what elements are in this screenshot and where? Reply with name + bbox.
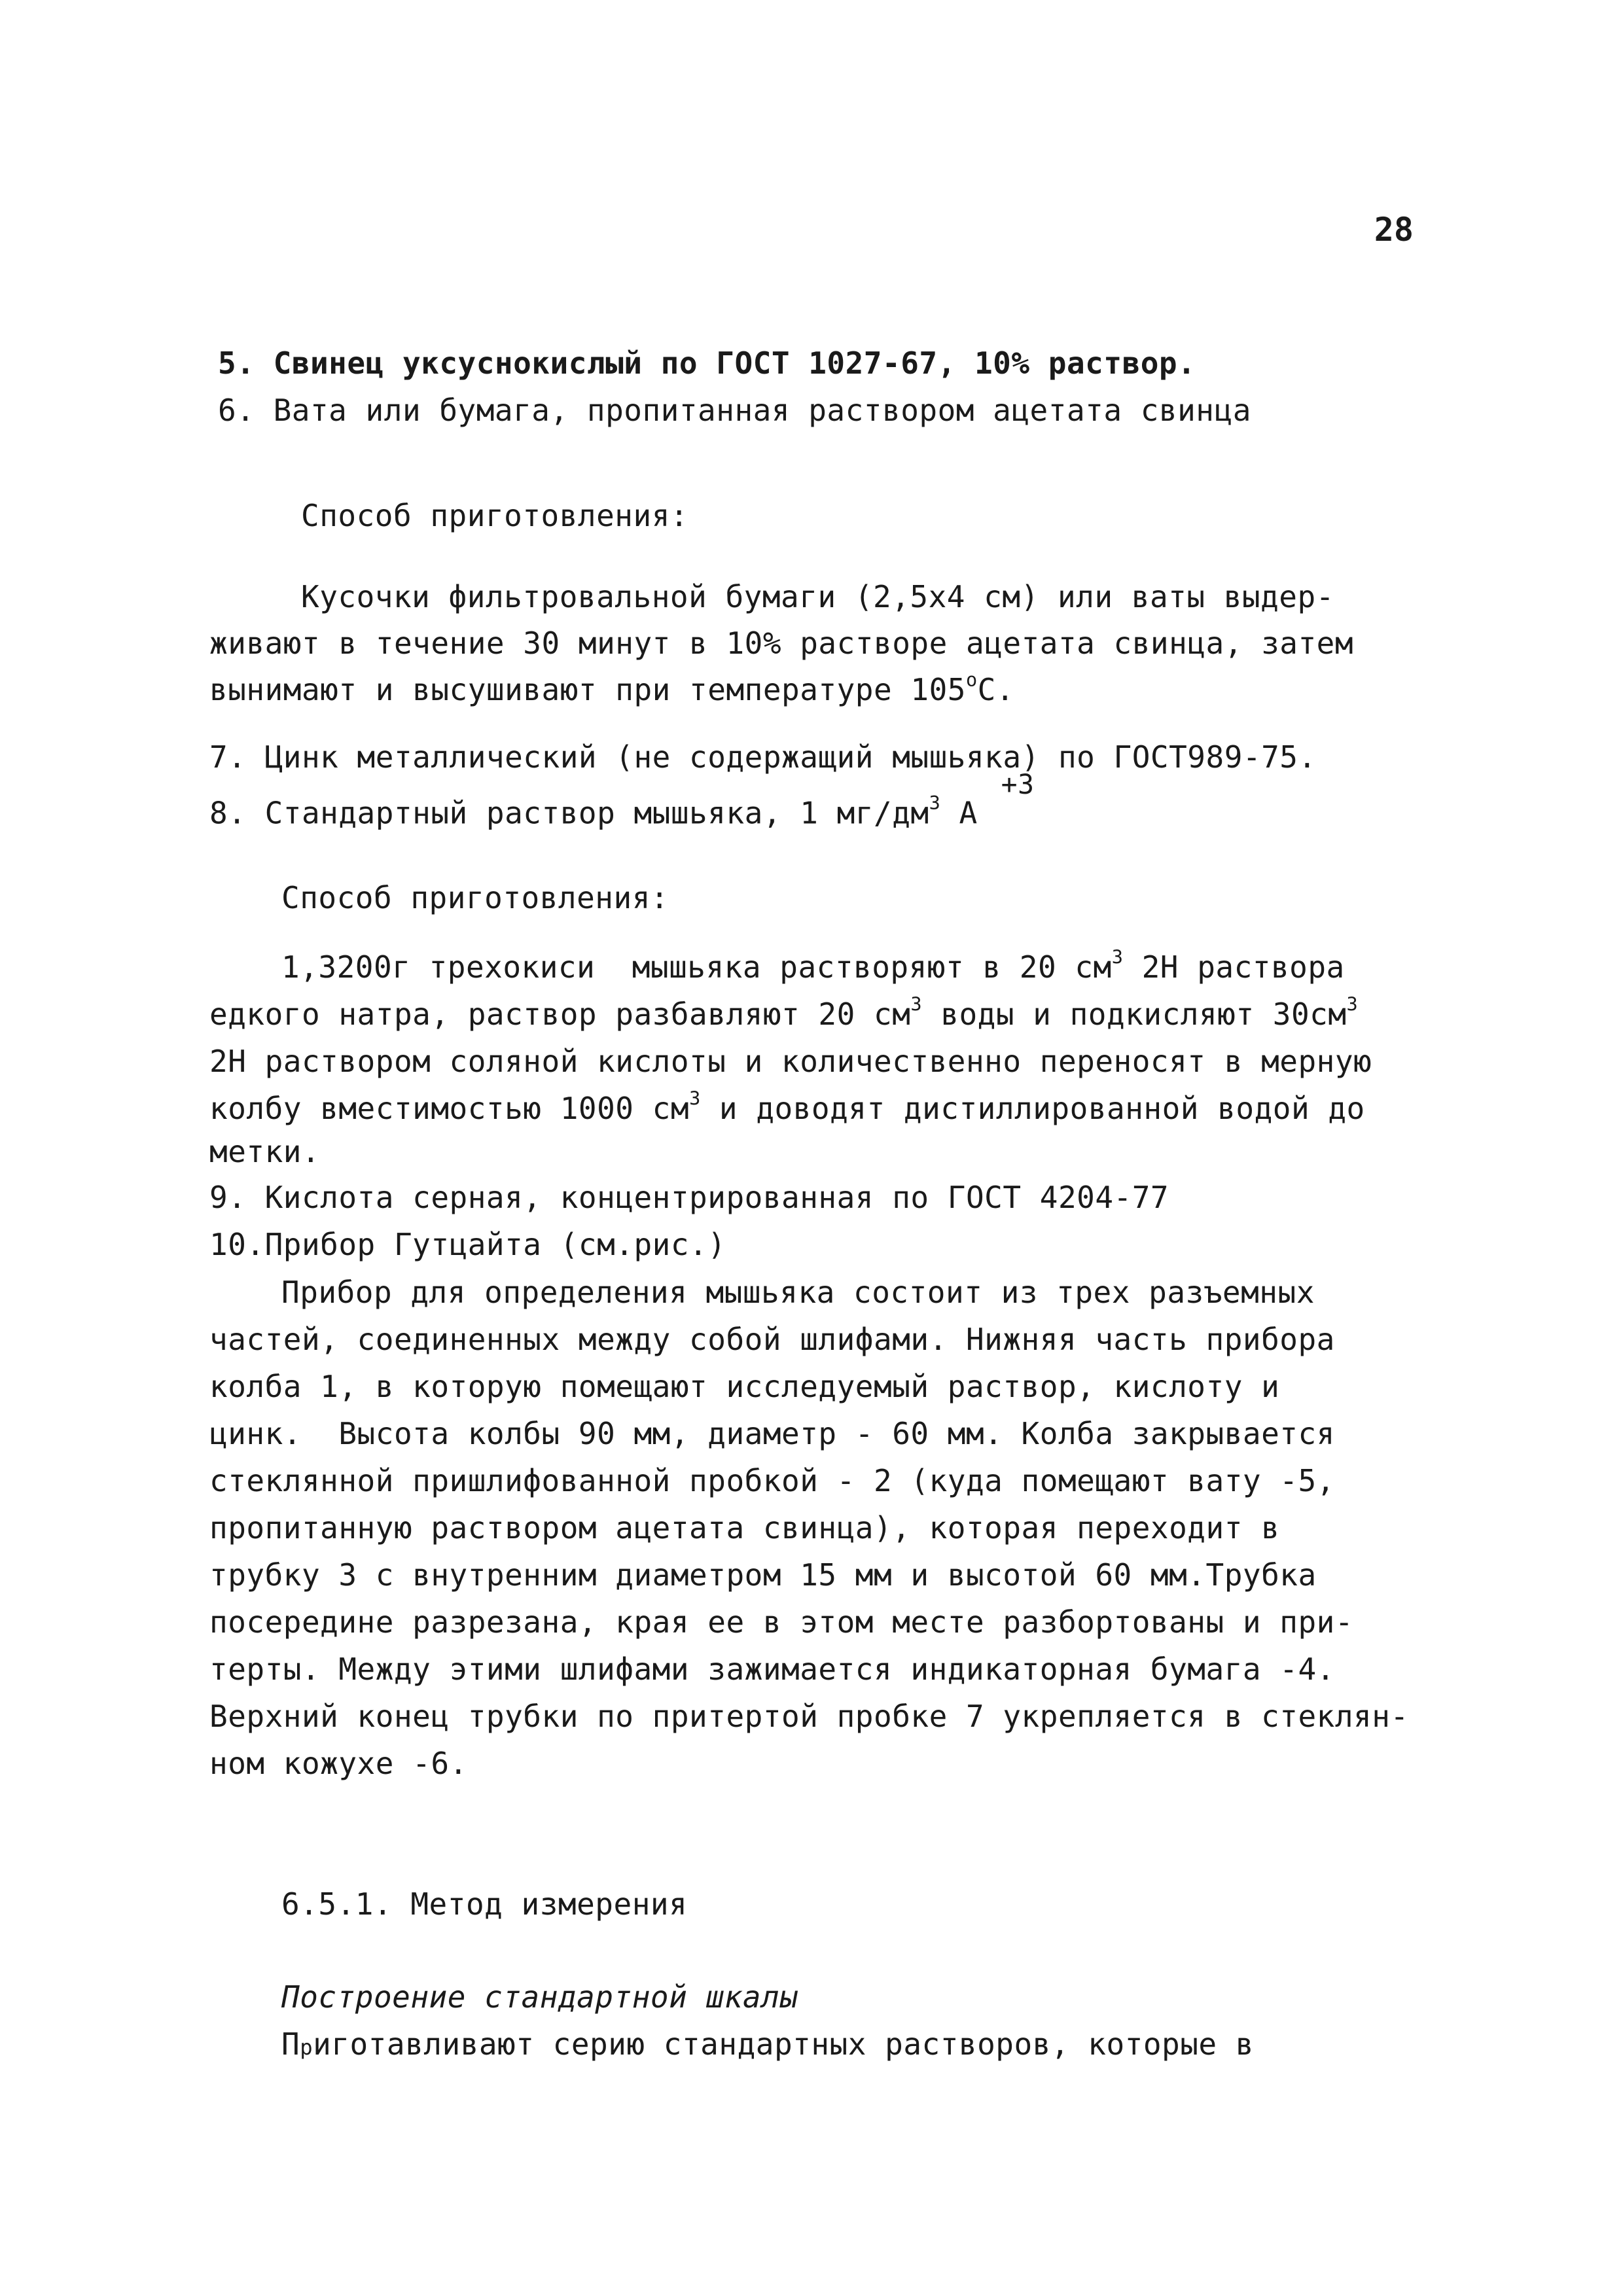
device-line-10: Верхний конец трубки по притертой пробке 7 укрепляется в стеклян- (209, 1699, 1409, 1734)
method1-line-3 (209, 670, 1014, 709)
method2-line-1-b: 2Н раствора (1123, 949, 1345, 985)
method1-line-1: Кусочки фильтровальной бумаги (2,5х4 см) или ваты выдер- (301, 579, 1334, 614)
method1-line-2: живают в течение 30 минут в 10% растворе ацетата свинца, затем (209, 626, 1354, 661)
method2-line-1-a: 1,3200г трехокиси мышьяка растворяют в 20 см (281, 949, 1112, 985)
item-9-line: 9. Кислота серная, концентрированная по ГОСТ 4204-77 (209, 1180, 1169, 1215)
method2-line-5: метки. (209, 1134, 321, 1169)
degree-mark: o (965, 669, 978, 691)
section-6-5-1-heading: 6.5.1. Метод измерения (281, 1886, 688, 1922)
item-6-line: 6. Вата или бумага, пропитанная раствором ацетата свинца (218, 393, 1251, 428)
method2-line-2-b: воды и подкисляют 30см (922, 997, 1347, 1032)
device-line-5: стеклянной пришлифованной пробкой - 2 (куда помещают вату -5, (209, 1463, 1335, 1498)
method2-line-4-a: колбу вместимостью 1000 см (209, 1091, 690, 1126)
method2-line-2-sup1: 3 (910, 993, 923, 1016)
method2-line-2-sup2: 3 (1346, 993, 1359, 1016)
item-7-line: 7. Цинк металлический (не содержащий мышьяка) по ГОСТ989-75. (209, 739, 1317, 775)
final-line-first-letter: П (281, 2026, 300, 2062)
item-8-text: 8. Стандартный раствор мышьяка, 1 мг/дм (209, 795, 929, 831)
item-10-line: 10.Прибор Гутцайта (см.рис.) (209, 1227, 726, 1262)
method1-line-3-text: вынимают и высушивают при температуре 105 (209, 672, 966, 707)
method2-line-4 (209, 1089, 1365, 1128)
page-number: 28 (1374, 211, 1414, 249)
device-line-7: трубку 3 с внутренним диаметром 15 мм и высотой 60 мм.Трубка (209, 1557, 1317, 1593)
device-line-9: терты. Между этими шлифами зажимается индикаторная бумага -4. (209, 1651, 1335, 1687)
device-line-1: Прибор для определения мышьяка состоит из трех разъемных (281, 1275, 1315, 1310)
item-8-unit-power: 3 (929, 792, 941, 815)
method2-line-4-sup: 3 (689, 1087, 701, 1110)
method2-line-4-b: и доводят дистиллированной водой до (700, 1091, 1365, 1126)
method-heading-2: Способ приготовления: (281, 880, 669, 915)
arsenic-charge: +3 (1001, 769, 1035, 800)
device-line-4: цинк. Высота колбы 90 мм, диаметр - 60 мм. Колба закрывается (209, 1416, 1335, 1451)
device-line-8: посередине разрезана, края ее в этом месте разбортованы и при- (209, 1604, 1354, 1640)
method2-line-3: 2Н раствором соляной кислоты и количественно переносят в мерную (209, 1044, 1372, 1079)
method2-line-2 (209, 995, 1358, 1034)
method2-line-2-a: едкого натра, раствор разбавляют 20 см (209, 997, 911, 1032)
method1-line-3-end: С. (977, 672, 1015, 707)
item-8-tail: А (940, 795, 978, 831)
final-line (281, 2024, 1254, 2067)
method2-line-1 (281, 947, 1345, 987)
item-5-line: 5. Свинец уксуснокислый по ГОСТ 1027-67, 10% раствор. (218, 345, 1196, 381)
device-line-11: ном кожухе -6. (209, 1746, 468, 1781)
method-heading-1: Способ приготовления: (301, 498, 689, 533)
method2-line-1-sup: 3 (1111, 946, 1124, 968)
item-8-line (209, 769, 1035, 833)
standard-scale-heading: Построение стандартной шкалы (281, 1979, 798, 2015)
device-line-6: пропитанную раствором ацетата свинца), которая переходит в (209, 1510, 1280, 1545)
final-line-rest: иготавливают серию стандартных растворов, которые в (313, 2026, 1255, 2062)
device-line-3: колба 1, в которую помещают исследуемый раствор, кислоту и (209, 1369, 1280, 1404)
device-line-2: частей, соединенных между собой шлифами. Нижняя часть прибора (209, 1322, 1335, 1357)
final-line-small-letter: р (300, 2035, 313, 2060)
